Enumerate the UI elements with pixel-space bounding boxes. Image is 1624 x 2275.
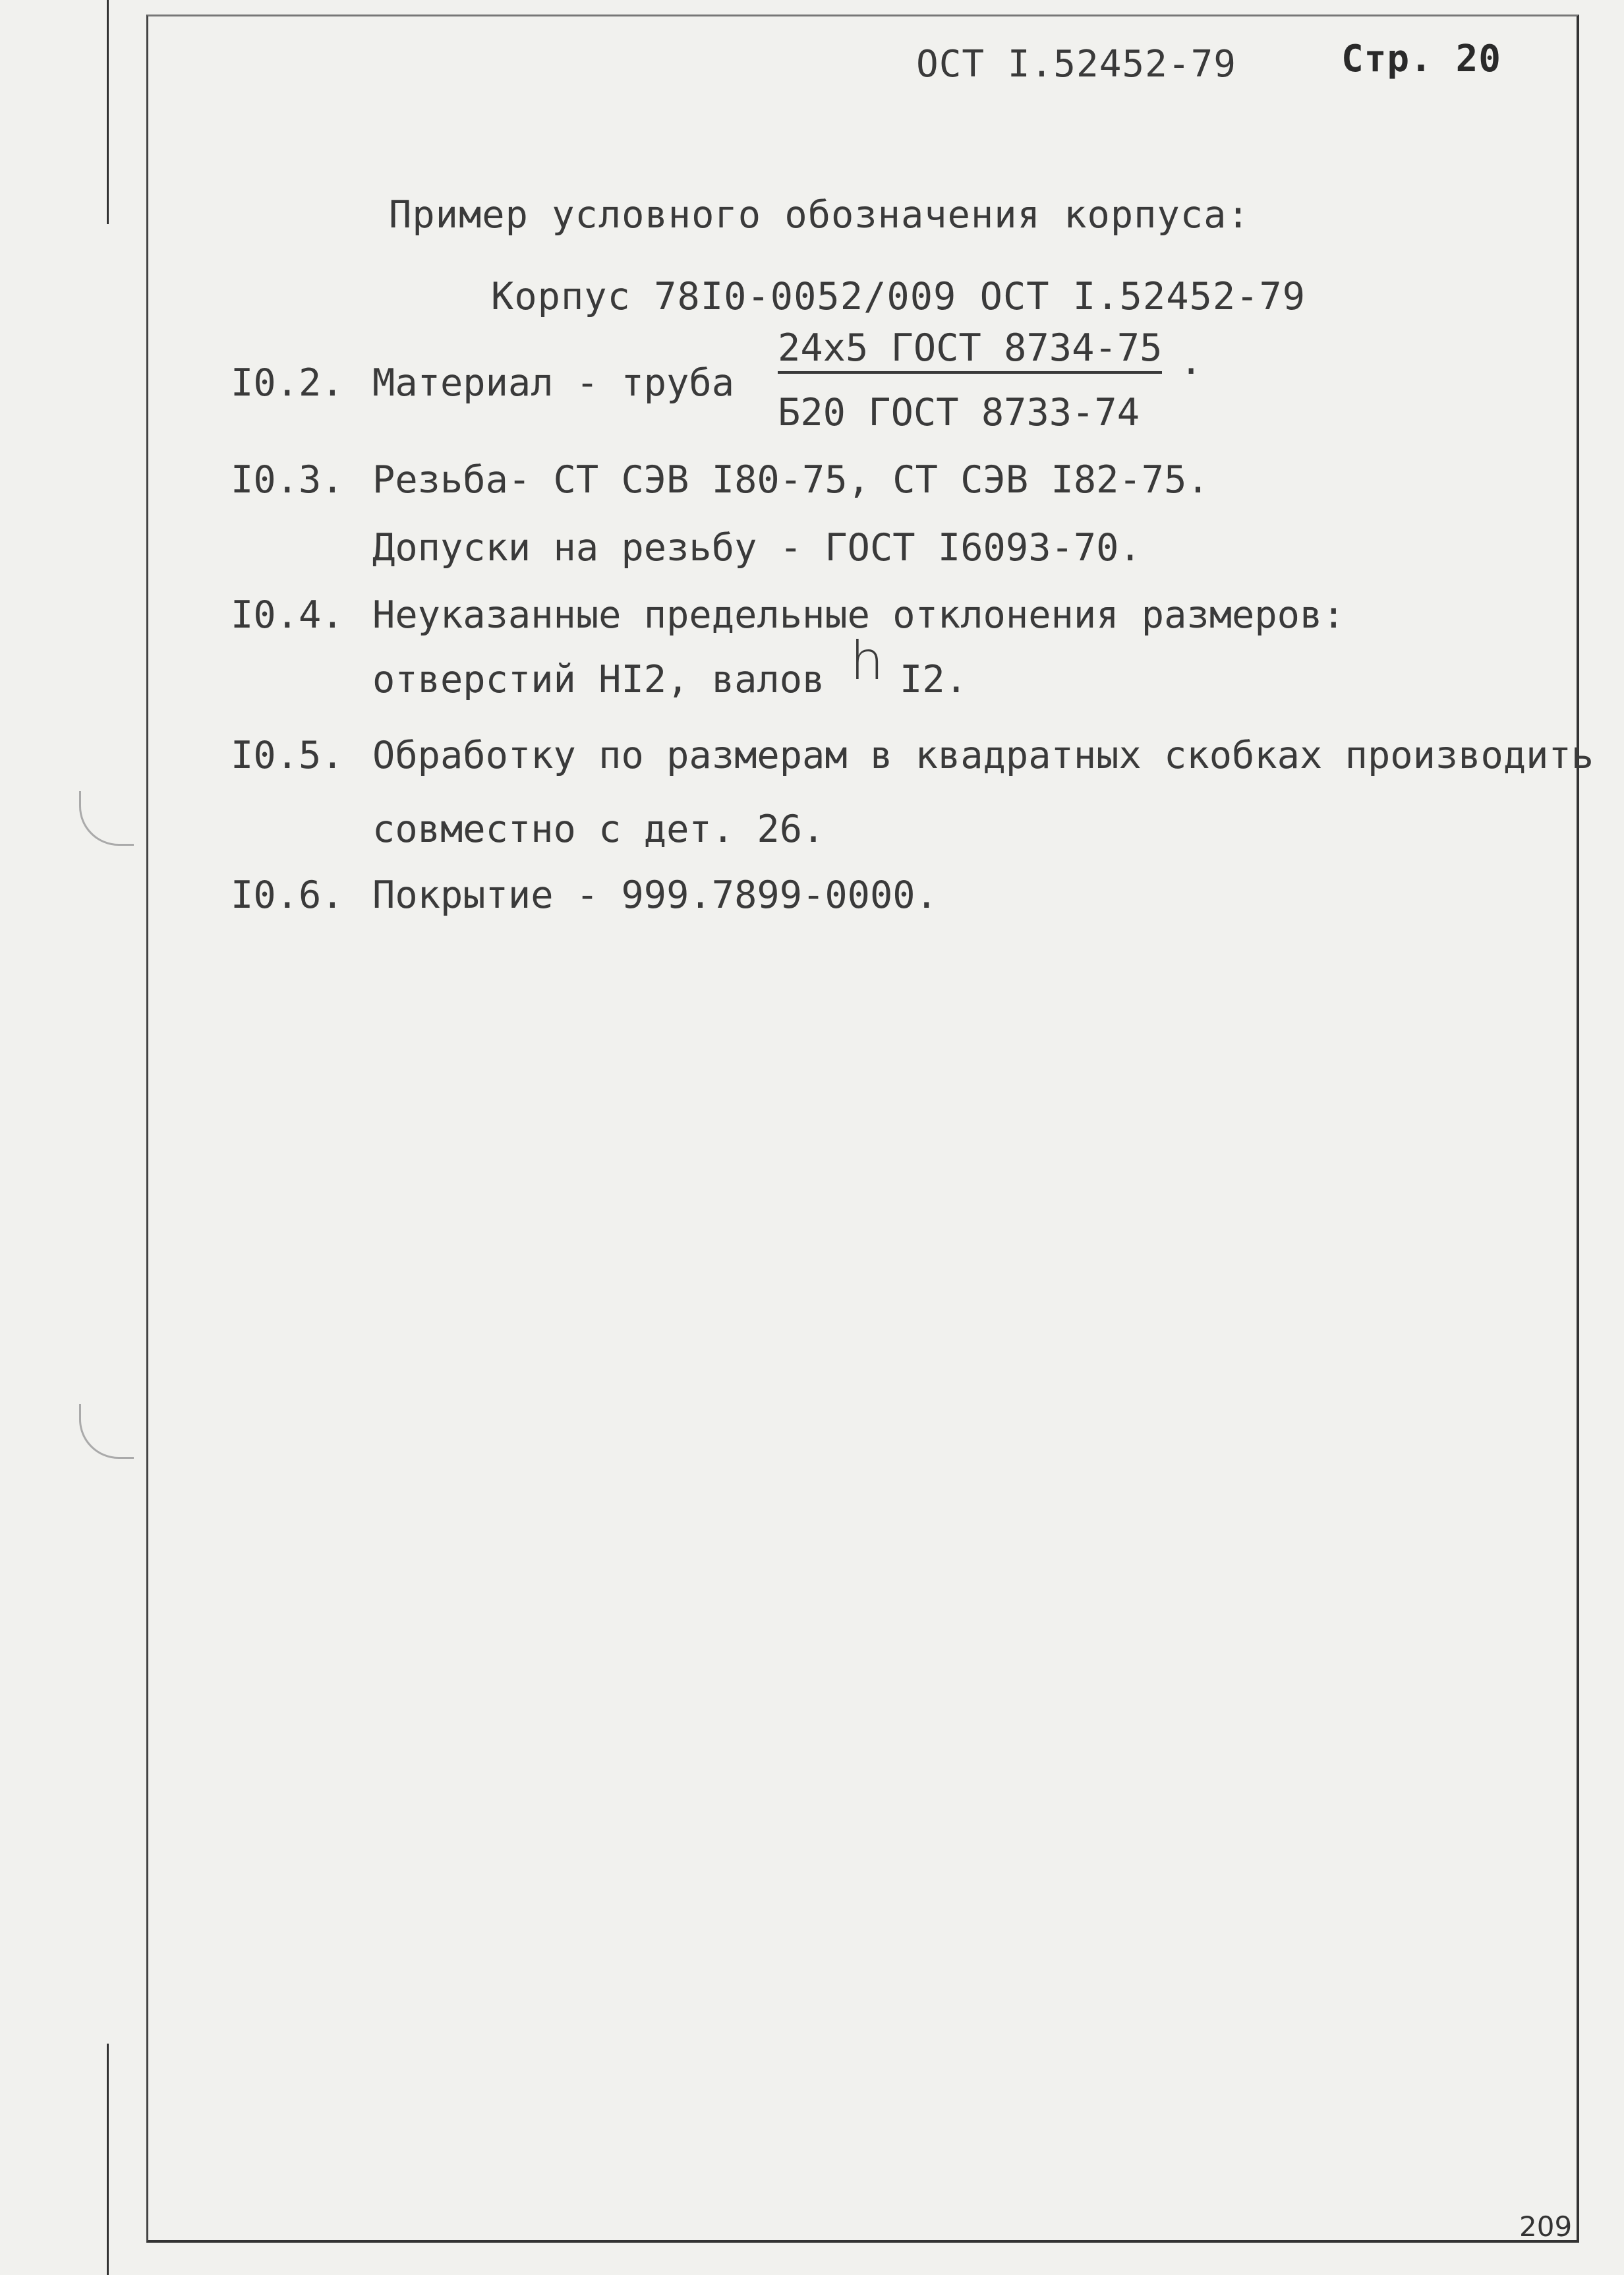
material-denominator: Б20 ГОСТ 8733-74	[778, 391, 1140, 434]
punch-hole-upper	[79, 791, 134, 846]
example-designation: Корпус 78I0-0052/009 ОСТ I.52452-79	[491, 275, 1306, 318]
item-text-10-5: Обработку по размерам в квадратных скобках производить	[372, 734, 1594, 777]
binder-line-bottom	[107, 2044, 109, 2275]
shaft-tolerance-letter: h	[850, 630, 884, 692]
tolerance-holes-text: отверстий HI2, валов	[372, 658, 825, 701]
material-numerator: 24x5 ГОСТ 8734-75	[778, 330, 1162, 374]
item-number-10-4: I0.4.	[231, 593, 344, 637]
item-number-10-6: I0.6.	[231, 873, 344, 917]
item-text-10-3: Резьба- СТ СЭВ I80-75, СТ СЭВ I82-75.	[372, 458, 1209, 502]
item-text-10-2: Материал - труба	[372, 361, 735, 405]
shaft-tolerance-grade: I2.	[900, 658, 968, 701]
punch-hole-lower	[79, 1404, 134, 1459]
item-number-10-5: I0.5.	[231, 734, 344, 777]
machining-continuation-text: совместно с дет. 26.	[372, 808, 825, 851]
binder-line-top	[107, 0, 109, 224]
example-title: Пример условного обозначения корпуса:	[389, 193, 1250, 237]
item-text-10-4: Неуказанные предельные отклонения размеров:	[372, 593, 1345, 637]
item-number-10-3: I0.3.	[231, 458, 344, 502]
thread-tolerance-text: Допуски на резьбу - ГОСТ I6093-70.	[372, 526, 1142, 570]
sheet-number: 209	[1519, 2210, 1573, 2243]
document-code: ОСТ I.52452-79	[916, 43, 1237, 86]
page-number-label: Стр. 20	[1341, 38, 1502, 80]
item-number-10-2: I0.2.	[231, 361, 344, 405]
material-dot: .	[1180, 340, 1203, 383]
item-text-10-6: Покрытие - 999.7899-0000.	[372, 873, 938, 917]
